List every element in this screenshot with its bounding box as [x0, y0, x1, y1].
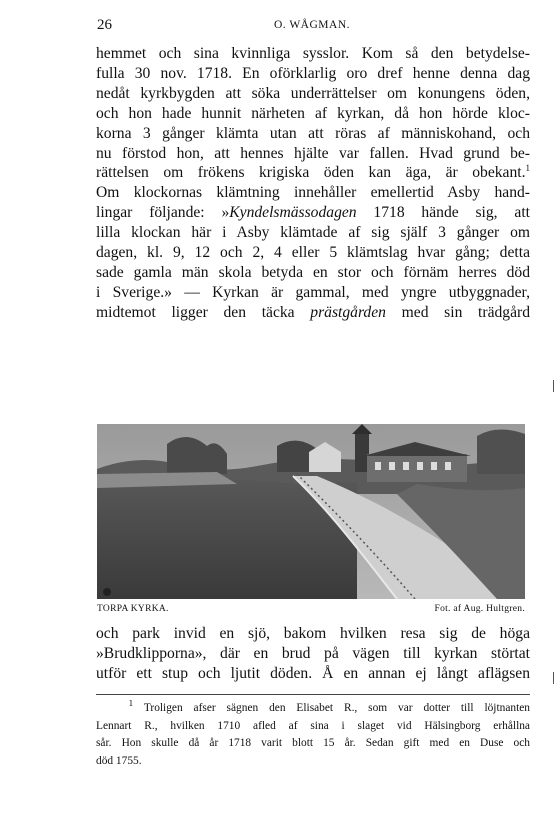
text-line: nedåt kyrkbygden att söka underrättelser om konungens öden,: [96, 84, 530, 102]
scan-margin-mark: [553, 380, 554, 392]
page-number: 26: [97, 17, 112, 33]
church-photo: [97, 424, 525, 599]
text-line-with-footnote: [96, 163, 530, 183]
footnote: [96, 700, 530, 770]
caption-title: TORPA KYRKA.: [97, 604, 169, 614]
footnote-line: [96, 700, 530, 718]
text-line: och hon hade hunnit närheten af kyrkan, då hon hörde kloc-: [96, 104, 530, 122]
text-segment: midtemot ligger den täcka: [96, 303, 295, 321]
text-line: hemmet och sina kvinnliga sysslor. Kom så den betydelse-: [96, 45, 530, 62]
text-segment: rättelsen om frökens krigiska öden kan äga, är obekant.: [96, 164, 526, 182]
text-segment: Troligen afser sägnen den Elisabet R., som var dotter till löjtnanten: [143, 702, 530, 714]
footnote-line: Lennart R., hvilken 1710 afled af sina i slaget vid Hälsingborg erhållna: [96, 719, 530, 732]
photo-illustration: [97, 424, 525, 599]
quote-open: »: [221, 204, 230, 222]
scan-margin-mark: [553, 672, 554, 684]
footnote-line: död 1755.: [96, 754, 142, 767]
text-line-with-italic: [96, 203, 530, 223]
text-line: korna 3 gånger klämta utan att röras af människohand, och: [96, 124, 530, 142]
text-line-with-italic: [96, 303, 530, 323]
text-line: lilla klockan här i Asby klämtade af sig själf 3 gånger om: [96, 224, 530, 242]
text-line: sade gamla män skola betyda en stor och förnäm herres död: [96, 263, 530, 281]
text-segment: 1718 hände sig, att: [373, 204, 530, 222]
text-line: »Brudklipporna», där en brud på vägen till kyrkan störtat: [96, 645, 530, 662]
text-line: utför ett stup och ljutit döden. Å en annan ej långt aflägsen: [96, 665, 530, 682]
body-text-top: [96, 44, 530, 323]
footnote-ref: 1: [525, 163, 530, 174]
text-line: och park invid en sjö, bakom hvilken resa sig de höga: [96, 625, 530, 642]
page-header: [97, 17, 527, 37]
text-line: nu förstod hon, att hennes hjälte var fallen. Hvad grund be-: [96, 144, 530, 162]
running-head: O. WÅGMAN.: [273, 19, 351, 31]
italic-term: Kyndelsmässodagen: [229, 204, 357, 222]
footnote-divider: [96, 694, 530, 695]
text-line: fulla 30 nov. 1718. En oförklarlig oro dref henne denna dag: [96, 64, 530, 82]
text-segment: med sin trädgård: [401, 303, 530, 321]
body-text-bottom: [96, 624, 530, 684]
footnote-marker: 1: [128, 700, 134, 709]
text-line: i Sverige.» — Kyrkan är gammal, med yngre utbyggnader,: [96, 283, 530, 301]
text-line: Om klockornas klämtning innehåller emellertid Asby hand-: [96, 184, 530, 202]
caption-credit: Fot. af Aug. Hultgren.: [434, 604, 525, 614]
footnote-line: sår. Hon skulle då år 1718 varit blott 15 år. Sedan gift med en Duse och: [96, 737, 530, 749]
figure-caption: [97, 604, 525, 618]
text-segment: lingar följande:: [96, 204, 205, 222]
text-line: dagen, kl. 9, 12 och 2, 4 eller 5 klämtslag hvar gång; detta: [96, 244, 530, 262]
italic-term: prästgården: [310, 303, 386, 321]
